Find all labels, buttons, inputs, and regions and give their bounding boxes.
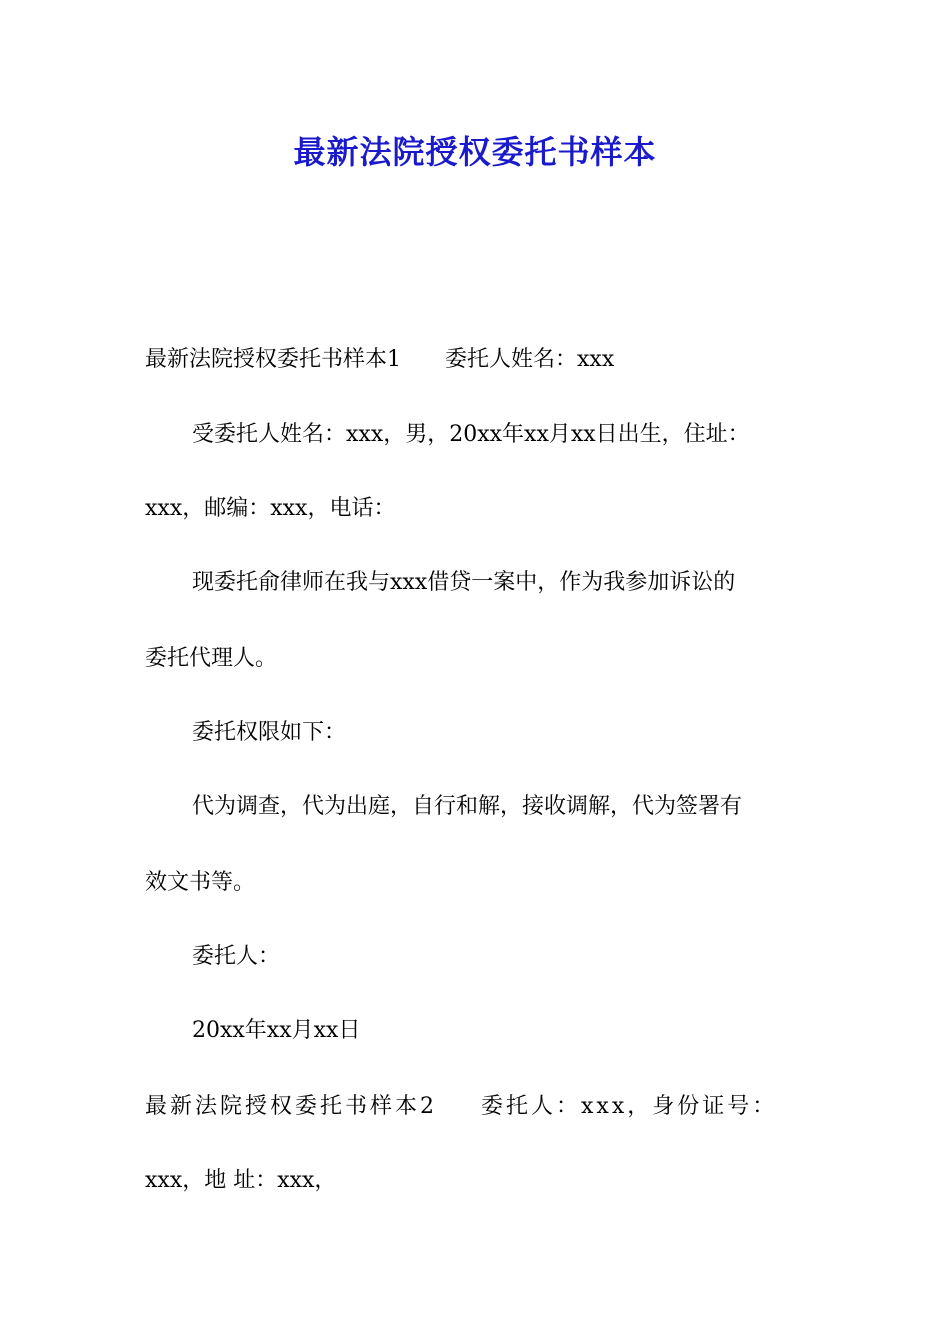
paragraph-line: 代为调查，代为出庭，自行和解，接收调解，代为签署有: [192, 794, 743, 819]
paragraph-line: 受委托人姓名：xxx，男，20xx年xx月xx日出生，住址：: [192, 422, 750, 447]
client-name-line: 委托人姓名：xxx: [445, 347, 615, 372]
paragraph-line: 委托权限如下：: [192, 720, 347, 745]
client-line: 委托人：xxx，身份证号：: [481, 1094, 778, 1119]
paragraph-line: [145, 345, 815, 375]
paragraph-line: 20xx年xx月xx日: [192, 1018, 361, 1043]
paragraph-line: 委托人：: [192, 944, 281, 969]
paragraph-line: [145, 1092, 815, 1122]
paragraph-line: 效文书等。: [145, 870, 256, 895]
sample-heading-1: 最新法院授权委托书样本1: [145, 347, 401, 372]
paragraph-line: 委托代理人。: [145, 646, 278, 671]
paragraph-line: xxx，邮编：xxx，电话：: [145, 496, 396, 521]
paragraph-line: xxx，地 址：xxx，: [145, 1168, 337, 1193]
paragraph-line: 现委托俞律师在我与xxx借贷一案中，作为我参加诉讼的: [192, 570, 736, 595]
document-title: 最新法院授权委托书样本: [293, 133, 657, 171]
sample-heading-2: 最新法院授权委托书样本2: [145, 1094, 437, 1119]
